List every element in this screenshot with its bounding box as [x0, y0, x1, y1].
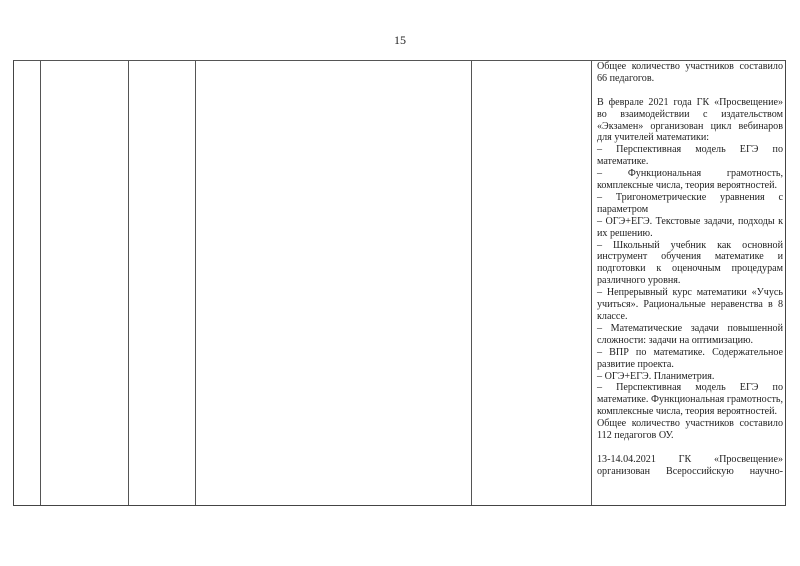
- list-item: – ОГЭ+ЕГЭ. Планиметрия.: [597, 370, 715, 382]
- page-number: 15: [394, 33, 406, 47]
- column-divider-4: [471, 61, 472, 505]
- list-item: – Перспективная модель ЕГЭ по математике. Функциональная грамотность, комплексные числа, теория вероятностей.: [597, 382, 783, 418]
- table-cell-description: [593, 61, 783, 478]
- paragraph: 13-14.04.2021 ГК «Просвещение» организован Всероссийскую научно-: [597, 453, 783, 477]
- paragraph-gap: [597, 85, 783, 97]
- paragraph: Общее количество участников составило 66 педагогов.: [597, 61, 783, 84]
- column-divider-2: [128, 61, 129, 505]
- list-item: – Тригонометрические уравнения с параметром: [597, 191, 783, 215]
- paragraph: Общее количество участников составило 112 педагогов ОУ.: [597, 418, 783, 442]
- paragraph: В феврале 2021 года ГК «Просвещение» во взаимодействии с издательством «Экзамен» организован цикл вебинаров для учителей математики:: [597, 96, 783, 144]
- list-item: – Непрерывный курс математики «Учусь учиться». Рациональные неравенства в 8 классе.: [597, 287, 783, 323]
- list-item: – Функциональная грамотность, комплексные числа, теория вероятностей.: [597, 168, 783, 192]
- column-divider-1: [40, 61, 41, 505]
- list-item: – ОГЭ+ЕГЭ. Текстовые задачи, подходы к их решению.: [597, 215, 783, 239]
- column-divider-3: [195, 61, 196, 505]
- list-item: – Школьный учебник как основной инструмент обучения математике и подготовки к оценочным процедурам различного уровня.: [597, 239, 783, 287]
- list-item: – Перспективная модель ЕГЭ по математике.: [597, 144, 783, 168]
- paragraph-gap: [597, 442, 783, 454]
- document-table: [13, 60, 786, 506]
- column-divider-5: [591, 61, 592, 505]
- list-item: – Математические задачи повышенной сложности: задачи на оптимизацию.: [597, 322, 783, 346]
- list-item: – ВПР по математике. Содержательное развитие проекта.: [597, 346, 783, 370]
